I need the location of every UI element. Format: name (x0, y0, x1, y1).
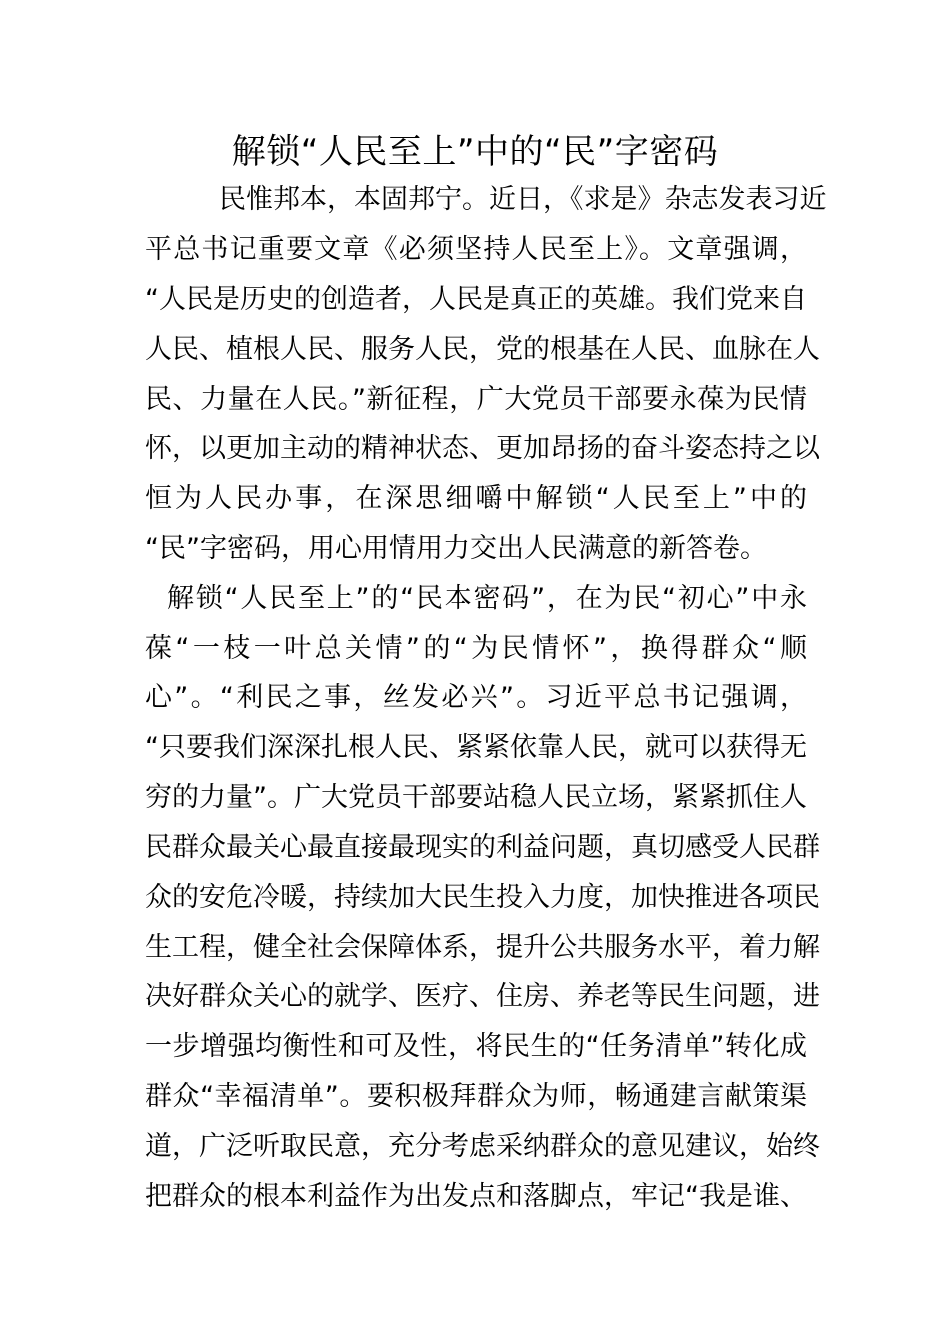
paragraph-1-line-3: “人民是历史的创造者，人民是真正的英雄。我们党来自 (145, 284, 807, 315)
paragraph-2-line-3: 心”。“利民之事，丝发必兴”。习近平总书记强调， (145, 682, 807, 713)
paragraph-2-line-5: 穷的力量”。广大党员干部要站稳人民立场，紧紧抓住人 (145, 782, 807, 813)
paragraph-1-line-1: 民惟邦本，本固邦宁。近日，《求是》杂志发表习近 (219, 184, 827, 215)
paragraph-2-line-2: 葆“一枝一叶总关情”的“为民情怀”，换得群众“顺 (145, 633, 807, 664)
paragraph-2-line-12: 道，广泛听取民意，充分考虑采纳群众的意见建议，始终 (145, 1131, 820, 1162)
paragraph-2-line-6: 民群众最关心最直接最现实的利益问题，真切感受人民群 (145, 832, 820, 863)
paragraph-1-line-8: “民”字密码，用心用情用力交出人民满意的新答卷。 (145, 533, 767, 564)
paragraph-1-line-7: 恒为人民办事，在深思细嚼中解锁“人民至上”中的 (145, 483, 807, 514)
paragraph-2-line-10: 一步增强均衡性和可及性，将民生的“任务清单”转化成 (145, 1031, 807, 1062)
paragraph-1-line-6: 怀，以更加主动的精神状态、更加昂扬的奋斗姿态持之以 (145, 433, 820, 464)
paragraph-2-line-4: “只要我们深深扎根人民、紧紧依靠人民，就可以获得无 (145, 732, 807, 763)
paragraph-1-line-4: 人民、植根人民、服务人民，党的根基在人民、血脉在人 (145, 334, 820, 365)
paragraph-2-line-13: 把群众的根本利益作为出发点和落脚点，牢记“我是谁、 (145, 1181, 807, 1212)
document-title: 解锁“人民至上”中的“民”字密码 (231, 132, 719, 172)
paragraph-2-line-1: 解锁“人民至上”的“民本密码”，在为民“初心”中永 (167, 583, 807, 614)
paragraph-2-line-9: 决好群众关心的就学、医疗、住房、养老等民生问题，进 (145, 981, 820, 1012)
paragraph-2-line-11: 群众“幸福清单”。要积极拜群众为师，畅通建言献策渠 (145, 1081, 807, 1112)
paragraph-1-line-2: 平总书记重要文章《必须坚持人民至上》。文章强调， (145, 234, 807, 265)
paragraph-2-line-7: 众的安危冷暖，持续加大民生投入力度，加快推进各项民 (145, 882, 820, 913)
paragraph-2-line-8: 生工程，健全社会保障体系，提升公共服务水平，着力解 (145, 932, 820, 963)
paragraph-1-line-5: 民、力量在人民。”新征程，广大党员干部要永葆为民情 (145, 384, 807, 415)
